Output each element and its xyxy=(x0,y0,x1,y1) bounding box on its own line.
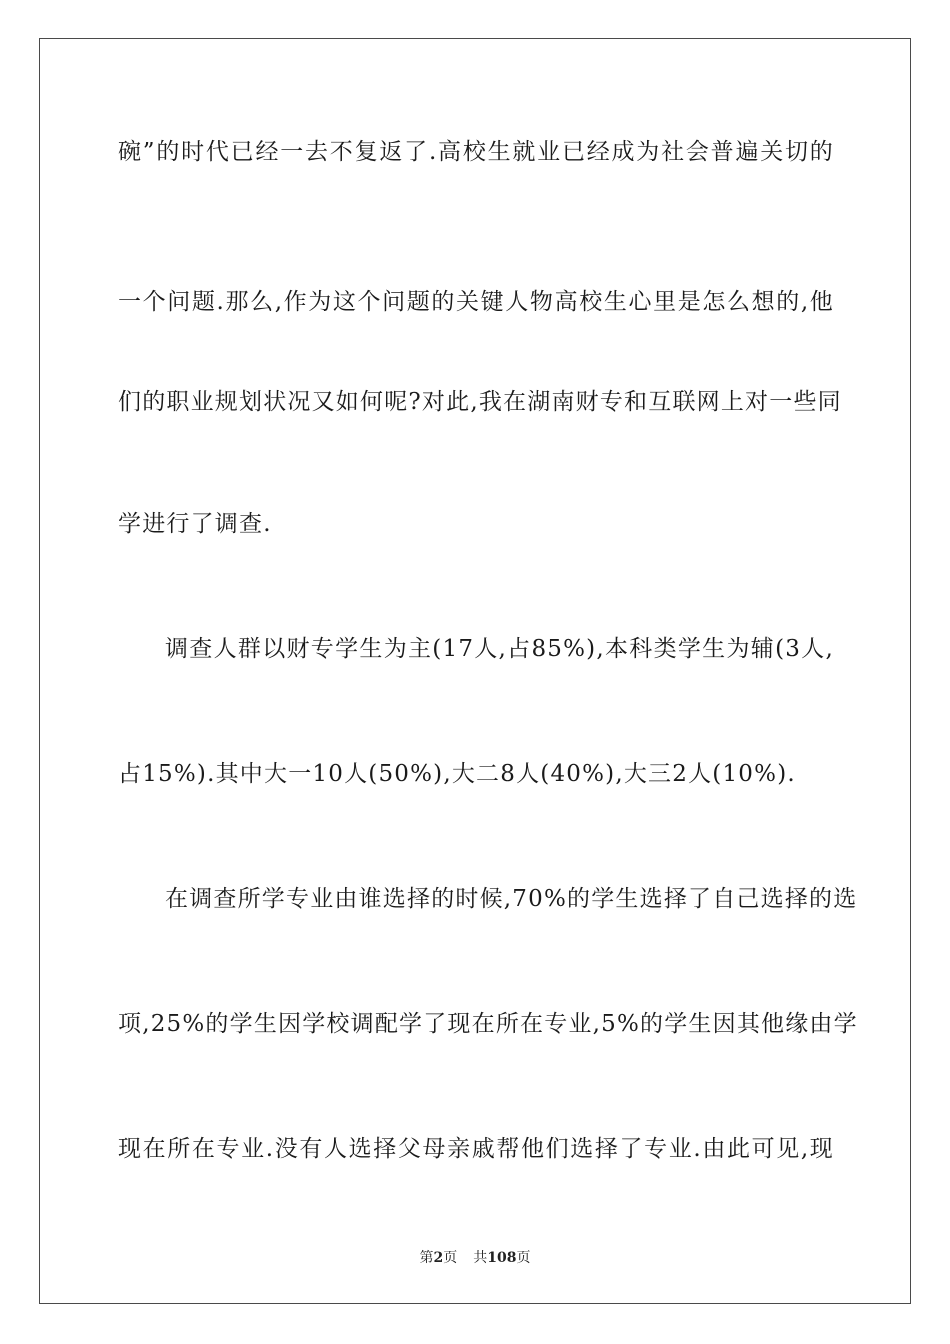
body-line-5: 调查人群以财专学生为主(17人,占85%),本科类学生为辅(3人, xyxy=(165,636,834,662)
footer-total-suffix: 页 xyxy=(516,1250,531,1266)
page-footer xyxy=(0,1247,950,1267)
current-page-number: 2 xyxy=(433,1250,444,1266)
footer-prefix: 第 xyxy=(419,1250,434,1266)
body-line-6: 占15%).其中大一10人(50%),大二8人(40%),大三2人(10%). xyxy=(118,761,796,787)
body-line-2: 一个问题.那么,作为这个问题的关键人物高校生心里是怎么想的,他 xyxy=(118,289,834,315)
page-border xyxy=(39,38,911,1304)
body-line-4: 学进行了调查. xyxy=(118,511,272,537)
footer-page-word: 页 xyxy=(443,1250,458,1266)
body-line-7: 在调查所学专业由谁选择的时候,70%的学生选择了自己选择的选 xyxy=(165,886,858,912)
total-pages-number: 108 xyxy=(487,1250,517,1266)
footer-total-prefix: 共 xyxy=(473,1250,488,1266)
body-line-1: 碗”的时代已经一去不复返了.高校生就业已经成为社会普遍关切的 xyxy=(118,139,834,165)
body-line-3: 们的职业规划状况又如何呢?对此,我在湖南财专和互联网上对一些同 xyxy=(118,389,842,415)
body-line-8: 项,25%的学生因学校调配学了现在所在专业,5%的学生因其他缘由学 xyxy=(118,1011,858,1037)
body-line-9: 现在所在专业.没有人选择父母亲戚帮他们选择了专业.由此可见,现 xyxy=(118,1136,834,1162)
